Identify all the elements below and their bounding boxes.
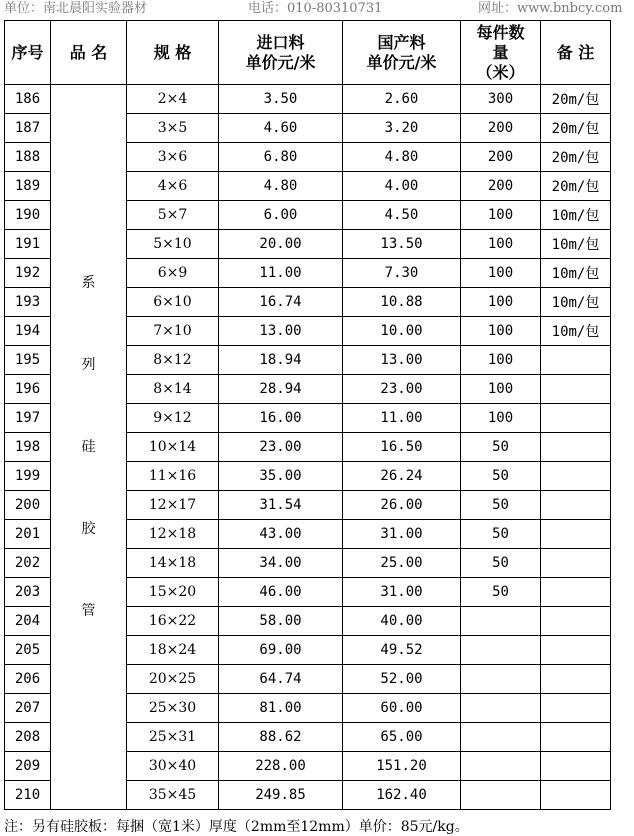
cell-domestic-price: 52.00 <box>343 665 461 694</box>
cell-spec: 5×10 <box>127 230 219 259</box>
cell-no: 208 <box>5 723 51 752</box>
cell-no: 204 <box>5 607 51 636</box>
cell-no: 193 <box>5 288 51 317</box>
cell-import-price: 13.00 <box>219 317 343 346</box>
cell-no: 209 <box>5 752 51 781</box>
cell-remark: 20m/包 <box>541 114 611 143</box>
cell-spec: 15×20 <box>127 578 219 607</box>
cell-qty: 100 <box>461 317 541 346</box>
cell-qty: 50 <box>461 491 541 520</box>
cell-import-price: 43.00 <box>219 520 343 549</box>
cell-spec: 10×14 <box>127 433 219 462</box>
cell-spec: 9×12 <box>127 404 219 433</box>
cell-import-price: 20.00 <box>219 230 343 259</box>
cell-remark <box>541 694 611 723</box>
cell-domestic-price: 2.60 <box>343 85 461 114</box>
cell-remark <box>541 375 611 404</box>
cell-no: 199 <box>5 462 51 491</box>
cell-remark <box>541 404 611 433</box>
company-name: 单位：南北晨阳实验器材 <box>4 1 148 16</box>
cell-spec: 7×10 <box>127 317 219 346</box>
cell-qty: 200 <box>461 114 541 143</box>
cell-remark: 10m/包 <box>541 317 611 346</box>
cell-qty: 300 <box>461 85 541 114</box>
cell-no: 207 <box>5 694 51 723</box>
category-char: 管 <box>81 603 96 619</box>
cell-spec: 8×14 <box>127 375 219 404</box>
cell-import-price: 28.94 <box>219 375 343 404</box>
cell-import-price: 23.00 <box>219 433 343 462</box>
cell-domestic-price: 26.24 <box>343 462 461 491</box>
cell-no: 195 <box>5 346 51 375</box>
cell-qty <box>461 636 541 665</box>
cell-domestic-price: 11.00 <box>343 404 461 433</box>
footnote: 注：另有硅胶板：每捆（宽1米）厚度（2mm至12mm）单价：85元/kg。 <box>4 819 469 835</box>
category-char: 胶 <box>81 521 96 537</box>
cell-no: 203 <box>5 578 51 607</box>
cell-import-price: 4.60 <box>219 114 343 143</box>
website-url: 网址：www.bnbcy.com <box>478 1 623 16</box>
cell-import-price: 58.00 <box>219 607 343 636</box>
cell-no: 206 <box>5 665 51 694</box>
cell-remark <box>541 607 611 636</box>
category-name <box>51 85 127 810</box>
cell-spec: 3×5 <box>127 114 219 143</box>
col-header-import-price: 进口料 单价元/米 <box>219 21 343 85</box>
category-char: 硅 <box>81 439 96 455</box>
cell-import-price: 64.74 <box>219 665 343 694</box>
col-header-domestic-price: 国产料 单价元/米 <box>343 21 461 85</box>
cell-no: 197 <box>5 404 51 433</box>
price-table <box>4 20 611 810</box>
cell-qty: 100 <box>461 404 541 433</box>
cell-import-price: 81.00 <box>219 694 343 723</box>
cell-remark <box>541 636 611 665</box>
cell-qty: 100 <box>461 375 541 404</box>
cell-import-price: 4.80 <box>219 172 343 201</box>
cell-qty <box>461 723 541 752</box>
cell-spec: 6×9 <box>127 259 219 288</box>
cell-no: 200 <box>5 491 51 520</box>
category-char: 系 <box>81 275 96 291</box>
cell-remark <box>541 346 611 375</box>
col-header-qty: 每件数 量 （米） <box>461 21 541 85</box>
cell-domestic-price: 10.00 <box>343 317 461 346</box>
cell-domestic-price: 25.00 <box>343 549 461 578</box>
cell-no: 189 <box>5 172 51 201</box>
cell-no: 201 <box>5 520 51 549</box>
cell-domestic-price: 151.20 <box>343 752 461 781</box>
cell-domestic-price: 16.50 <box>343 433 461 462</box>
cell-qty <box>461 607 541 636</box>
cell-remark <box>541 433 611 462</box>
cell-import-price: 88.62 <box>219 723 343 752</box>
cell-qty <box>461 781 541 810</box>
cell-remark: 10m/包 <box>541 201 611 230</box>
cell-qty <box>461 752 541 781</box>
cell-import-price: 6.80 <box>219 143 343 172</box>
cell-domestic-price: 13.50 <box>343 230 461 259</box>
cell-domestic-price: 49.52 <box>343 636 461 665</box>
cell-import-price: 31.54 <box>219 491 343 520</box>
cell-domestic-price: 4.80 <box>343 143 461 172</box>
cell-spec: 5×7 <box>127 201 219 230</box>
cell-qty: 100 <box>461 230 541 259</box>
cell-import-price: 3.50 <box>219 85 343 114</box>
cell-spec: 25×31 <box>127 723 219 752</box>
category-char: 列 <box>81 357 96 373</box>
cell-qty <box>461 694 541 723</box>
cell-spec: 14×18 <box>127 549 219 578</box>
cell-domestic-price: 4.50 <box>343 201 461 230</box>
cell-import-price: 34.00 <box>219 549 343 578</box>
cell-remark <box>541 549 611 578</box>
cell-domestic-price: 31.00 <box>343 578 461 607</box>
col-header-no: 序号 <box>5 21 51 85</box>
cell-spec: 16×22 <box>127 607 219 636</box>
cell-import-price: 249.85 <box>219 781 343 810</box>
cell-no: 186 <box>5 85 51 114</box>
cell-qty: 50 <box>461 462 541 491</box>
col-header-name: 品 名 <box>51 21 127 85</box>
cell-spec: 6×10 <box>127 288 219 317</box>
cell-spec: 8×12 <box>127 346 219 375</box>
cell-remark <box>541 520 611 549</box>
cell-no: 188 <box>5 143 51 172</box>
cell-domestic-price: 7.30 <box>343 259 461 288</box>
cell-remark: 20m/包 <box>541 143 611 172</box>
cell-no: 198 <box>5 433 51 462</box>
cell-import-price: 69.00 <box>219 636 343 665</box>
cell-remark: 20m/包 <box>541 172 611 201</box>
cell-no: 192 <box>5 259 51 288</box>
cell-spec: 2×4 <box>127 85 219 114</box>
cell-remark <box>541 578 611 607</box>
cell-no: 191 <box>5 230 51 259</box>
cell-remark: 10m/包 <box>541 259 611 288</box>
cell-no: 190 <box>5 201 51 230</box>
cell-qty: 50 <box>461 520 541 549</box>
cell-remark: 20m/包 <box>541 85 611 114</box>
cell-import-price: 16.74 <box>219 288 343 317</box>
cell-domestic-price: 60.00 <box>343 694 461 723</box>
cell-no: 194 <box>5 317 51 346</box>
cell-import-price: 46.00 <box>219 578 343 607</box>
cell-domestic-price: 10.88 <box>343 288 461 317</box>
cell-import-price: 6.00 <box>219 201 343 230</box>
cell-qty: 100 <box>461 346 541 375</box>
cell-domestic-price: 26.00 <box>343 491 461 520</box>
cell-spec: 25×30 <box>127 694 219 723</box>
cell-qty: 200 <box>461 143 541 172</box>
cell-import-price: 35.00 <box>219 462 343 491</box>
cell-domestic-price: 4.00 <box>343 172 461 201</box>
phone-number: 电话：010-80310731 <box>248 1 383 16</box>
cell-remark <box>541 781 611 810</box>
cell-import-price: 228.00 <box>219 752 343 781</box>
cell-qty: 50 <box>461 578 541 607</box>
cell-qty: 50 <box>461 549 541 578</box>
cell-remark <box>541 723 611 752</box>
cell-remark: 10m/包 <box>541 230 611 259</box>
cell-domestic-price: 65.00 <box>343 723 461 752</box>
table-row <box>5 85 611 114</box>
cell-domestic-price: 23.00 <box>343 375 461 404</box>
cell-qty: 50 <box>461 433 541 462</box>
cell-remark <box>541 752 611 781</box>
cell-spec: 20×25 <box>127 665 219 694</box>
cell-domestic-price: 31.00 <box>343 520 461 549</box>
cell-import-price: 11.00 <box>219 259 343 288</box>
cell-spec: 12×18 <box>127 520 219 549</box>
cell-no: 210 <box>5 781 51 810</box>
cell-import-price: 16.00 <box>219 404 343 433</box>
cell-spec: 11×16 <box>127 462 219 491</box>
cell-spec: 30×40 <box>127 752 219 781</box>
cell-remark <box>541 491 611 520</box>
cell-domestic-price: 162.40 <box>343 781 461 810</box>
cell-spec: 35×45 <box>127 781 219 810</box>
col-header-remark: 备 注 <box>541 21 611 85</box>
cell-no: 187 <box>5 114 51 143</box>
cell-qty: 200 <box>461 172 541 201</box>
cell-qty: 100 <box>461 288 541 317</box>
cell-remark <box>541 665 611 694</box>
table-header-row <box>5 21 611 85</box>
cell-spec: 4×6 <box>127 172 219 201</box>
cell-spec: 12×17 <box>127 491 219 520</box>
cell-no: 205 <box>5 636 51 665</box>
col-header-spec: 规 格 <box>127 21 219 85</box>
cell-import-price: 18.94 <box>219 346 343 375</box>
cell-spec: 3×6 <box>127 143 219 172</box>
cell-qty: 100 <box>461 259 541 288</box>
cell-remark: 10m/包 <box>541 288 611 317</box>
cell-remark <box>541 462 611 491</box>
cell-spec: 18×24 <box>127 636 219 665</box>
cell-domestic-price: 13.00 <box>343 346 461 375</box>
cell-qty: 100 <box>461 201 541 230</box>
cell-no: 196 <box>5 375 51 404</box>
page-header <box>0 0 634 16</box>
cell-no: 202 <box>5 549 51 578</box>
cell-qty <box>461 665 541 694</box>
cell-domestic-price: 3.20 <box>343 114 461 143</box>
cell-domestic-price: 40.00 <box>343 607 461 636</box>
